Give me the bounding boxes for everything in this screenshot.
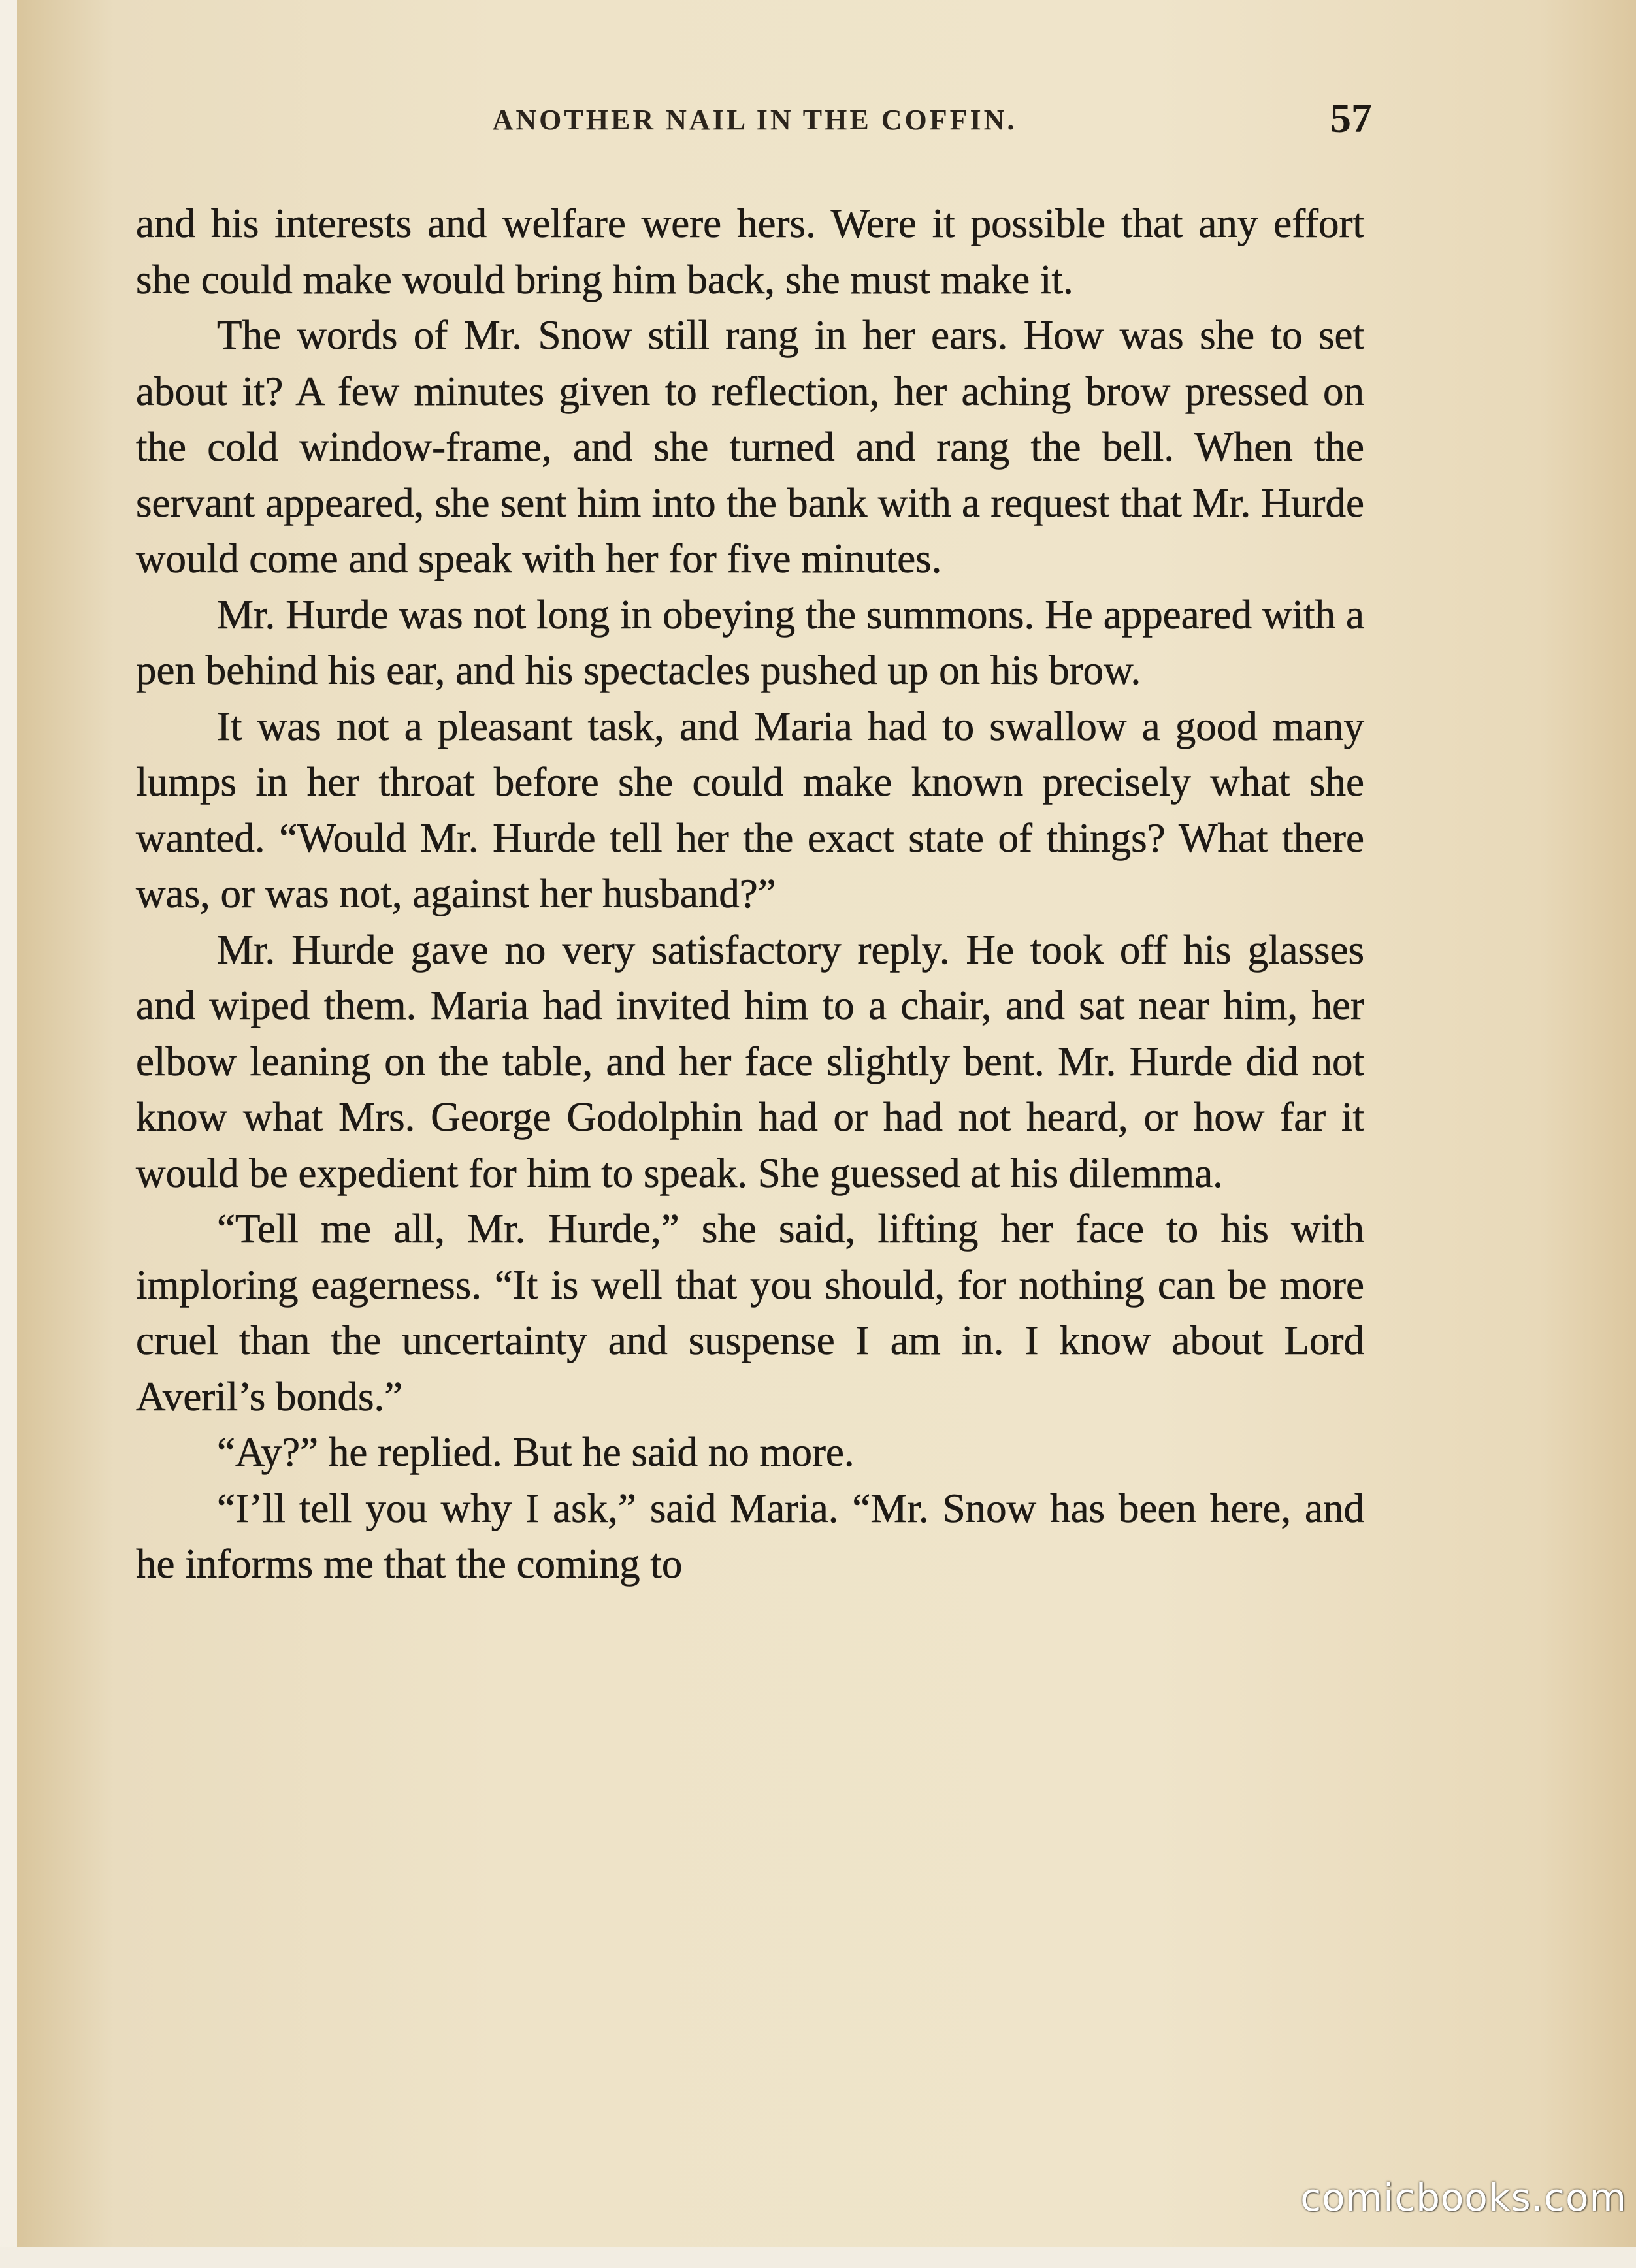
paragraph: It was not a pleasant task, and Maria had to swallow a good many lumps in her throat before she could make known precisely what she wanted. “Would Mr. Hurde tell her the exact state of things? What there was, or was not, against her husband?” (136, 703, 1364, 916)
site-watermark: comicbooks.com (1300, 2175, 1627, 2220)
paragraph: Mr. Hurde was not long in obeying the summons. He appeared with a pen behind his ear, and his spectacles pushed up on his brow. (136, 591, 1364, 693)
paragraph: “I’ll tell you why I ask,” said Maria. “Mr. Snow has been here, and he informs me that the coming to (136, 1485, 1364, 1587)
body-text (136, 196, 1364, 1593)
paragraph: Mr. Hurde gave no very satisfactory reply. He took off his glasses and wiped them. Maria had invited him to a chair, and sat near him, her elbow leaning on the table, and her face slightly bent. Mr. Hurde did not know what Mrs. George Godolphin had or had not heard, or how far it would be expedient for him to speak. She guessed at his dilemma. (136, 926, 1364, 1196)
scan-left-margin (0, 0, 17, 2268)
scan-bottom-margin (0, 2247, 1636, 2268)
paragraph: and his interests and welfare were hers. Were it possible that any effort she could make would bring him back, she must make it. (136, 201, 1364, 302)
paragraph: The words of Mr. Snow still rang in her ears. How was she to set about it? A few minutes given to reflection, her aching brow pressed on the cold window-frame, and she turned and rang the bell. When the servant appeared, she sent him into the bank with a request that Mr. Hurde would come and speak with her for five minutes. (136, 312, 1364, 581)
running-head: ANOTHER NAIL IN THE COFFIN. (492, 104, 1017, 136)
page-header (137, 97, 1372, 149)
page-number: 57 (1330, 95, 1372, 141)
paragraph: “Ay?” he replied. But he said no more. (217, 1429, 855, 1475)
paragraph: “Tell me all, Mr. Hurde,” she said, lifting her face to his with imploring eagerness. “It is well that you should, for nothing can be more cruel than the uncertainty and suspense I am in. I know about Lord Averil’s bonds.” (136, 1206, 1364, 1419)
